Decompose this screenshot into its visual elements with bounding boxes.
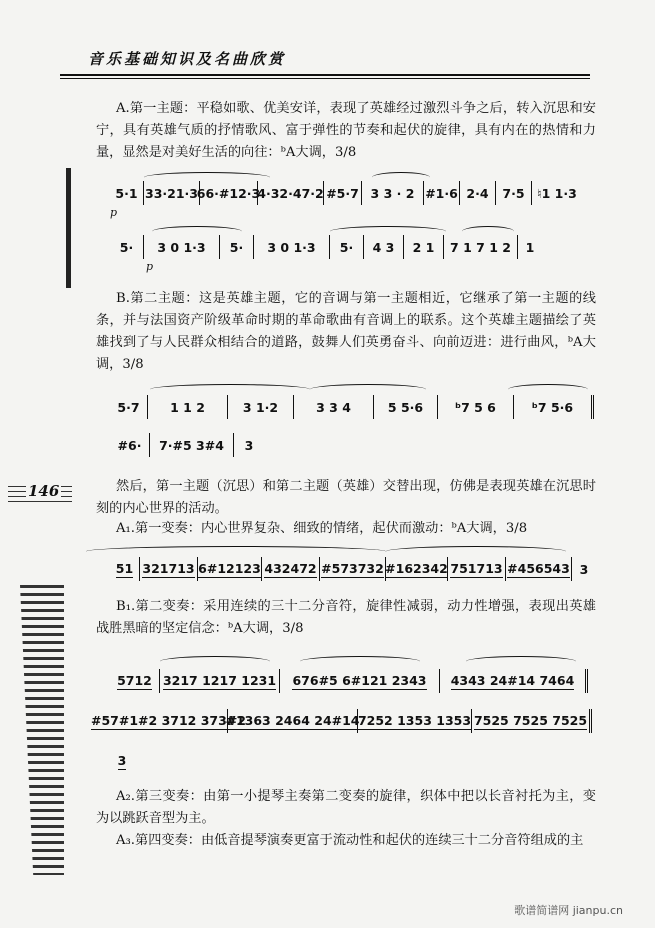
notation-line-7 <box>91 708 600 734</box>
dynamic-marking: p <box>110 206 118 219</box>
slur <box>160 656 270 667</box>
measure: 1 <box>525 239 535 255</box>
note-group: 432472 <box>264 560 317 576</box>
note-group: #573732 <box>321 560 384 576</box>
note-group: 751713 <box>450 560 503 576</box>
measure: 1 1 2 <box>148 395 228 419</box>
measure: 5·1 <box>110 181 144 205</box>
note-group: 321713 <box>142 560 195 576</box>
book-title: 音乐基础知识及名曲欣赏 <box>88 50 287 68</box>
paragraph-variation-3 <box>96 786 596 830</box>
paragraph-theme-b <box>96 288 596 376</box>
measure <box>160 669 280 693</box>
slur <box>150 384 310 395</box>
measure: 5· <box>110 235 144 259</box>
measure: 5·7 <box>110 395 148 419</box>
note-group: #162342 <box>385 560 448 576</box>
measure: ᵇ7 5 6 <box>438 395 514 419</box>
measure: #5·7 <box>324 181 362 205</box>
paragraph-variation-1 <box>96 518 596 540</box>
measure <box>262 557 320 581</box>
measure <box>110 669 160 693</box>
measure <box>198 557 262 581</box>
measure: 3 0 1·3 <box>144 235 220 259</box>
slur <box>466 656 576 667</box>
measure: 33·21·3 <box>144 181 200 205</box>
slur <box>86 546 386 557</box>
slur <box>152 226 242 237</box>
measure: 2 1 <box>404 235 444 259</box>
notation-line-8 <box>110 748 600 774</box>
paragraph-text: A₂.第三变奏：由第一小提琴主奏第二变奏的旋律，织体中把以长音衬托为主，变为以跳跃音型为主。 <box>96 789 596 826</box>
slur <box>508 384 588 395</box>
measure <box>91 709 246 733</box>
measure <box>448 557 506 581</box>
note-group: #456543 <box>507 560 570 576</box>
measure: 5· <box>330 235 364 259</box>
paragraph-text: A.第一主题：平稳如歌、优美安详，表现了英雄经过激烈斗争之后，转入沉思和安宁，具有英雄气质的抒情歌风、富于弹性的节奏和起伏的旋律，具有内在的热情和力量，显然是对美好生活的向往：ᵇA大调，3/8 <box>96 101 596 160</box>
note-group: 3217 1217 1231 <box>162 672 277 688</box>
slur <box>462 226 514 237</box>
note-group: #57#1#2 3712 373#2 <box>91 712 246 728</box>
measure <box>110 749 134 773</box>
measure: 5· <box>220 235 254 259</box>
paragraph-text: B.第二主题：这是英雄主题，它的音调与第一主题相近，它继承了第一主题的线条，并与法国资产阶级革命时期的革命歌曲有音调上的联系。这个英雄主题描绘了英雄找到了与人民群众相结合的道路，鼓舞人们英勇奋斗、向前迈进：进行曲风，ᵇA大调，3/8 <box>96 291 596 372</box>
measure <box>358 709 472 733</box>
measure: 66·#12·3 <box>200 181 258 205</box>
slur <box>386 546 566 557</box>
measure: 3 0 1·3 <box>254 235 330 259</box>
measure: 3 3 4 <box>294 395 374 419</box>
measure: 7·#5 3#4 <box>150 433 234 457</box>
notation-line-5 <box>110 556 600 582</box>
measure: ᵇ7 5·6 <box>514 395 594 419</box>
dynamic-marking: p <box>146 260 154 273</box>
margin-bar <box>66 168 71 288</box>
page-number-rule <box>8 501 72 502</box>
measure: 3 <box>579 561 589 577</box>
note-group: 3 <box>117 752 127 768</box>
measure <box>440 669 588 693</box>
measure: 2·4 <box>460 181 496 205</box>
note-group: 7252 1353 1353 <box>357 712 472 728</box>
measure <box>280 669 440 693</box>
note-group: 51 <box>115 560 134 576</box>
measure: 7 1 7 1 2 <box>444 235 518 259</box>
slur <box>300 656 420 667</box>
measure <box>140 557 198 581</box>
paragraph-text: B₁.第二变奏：采用连续的三十二分音符，旋律性减弱，动力性增强，表现出英雄战胜黑暗的坚定信念：ᵇA大调，3/8 <box>96 599 596 636</box>
slur <box>310 384 426 395</box>
notation-line-4 <box>110 432 600 458</box>
slur <box>144 172 270 183</box>
measure <box>110 557 140 581</box>
measure: 4 3 <box>364 235 404 259</box>
paragraph-variation-4 <box>96 830 596 852</box>
measure: 3 <box>244 437 254 453</box>
note-group: 6#12123 <box>198 560 261 576</box>
note-group: 7525 7525 7525 <box>473 712 588 728</box>
notation-line-3 <box>110 394 600 420</box>
header-rule <box>60 74 590 76</box>
measure: 3 3 · 2 <box>362 181 424 205</box>
slur <box>330 226 446 237</box>
measure <box>225 709 360 733</box>
notation-line-1 <box>110 180 600 206</box>
notation-line-6 <box>110 668 600 694</box>
measure: 4·32·47·2 <box>258 181 324 205</box>
margin-stripes <box>20 585 64 875</box>
slur <box>372 172 430 183</box>
site-watermark: 歌谱简谱网 jianpu.cn <box>514 904 623 917</box>
measure <box>506 557 572 581</box>
measure: 3 1·2 <box>228 395 294 419</box>
paragraph-theme-a <box>96 98 596 164</box>
measure: 5 5·6 <box>374 395 438 419</box>
paragraph-text: A₁.第一变奏：内心世界复杂、细致的情绪，起伏而激动：ᵇA大调，3/8 <box>116 521 528 536</box>
paragraph-variation-2 <box>96 596 596 640</box>
notation-line-2 <box>110 234 600 260</box>
paragraph-alternation <box>96 476 596 520</box>
measure <box>472 709 592 733</box>
note-group: 5712 <box>117 672 152 688</box>
measure: #6· <box>110 433 150 457</box>
header-rule-thin <box>60 78 590 79</box>
measure: #1·6 <box>424 181 460 205</box>
note-group: 4343 24#14 7464 <box>450 672 575 688</box>
page-number: 146 <box>28 482 60 500</box>
measure: ♮1 1·3 <box>537 185 577 201</box>
paragraph-text: 然后，第一主题（沉思）和第二主题（英雄）交替出现，仿佛是表现英雄在沉思时刻的内心世界的活动。 <box>96 479 596 516</box>
paragraph-text: A₃.第四变奏：由低音提琴演奏更富于流动性和起伏的连续三十二分音符组成的主 <box>116 833 584 848</box>
note-group: 676#5 6#121 2343 <box>292 672 427 688</box>
measure: 7·5 <box>496 181 532 205</box>
measure <box>320 557 386 581</box>
measure <box>386 557 448 581</box>
note-group: #1363 2464 24#14 <box>225 712 360 728</box>
